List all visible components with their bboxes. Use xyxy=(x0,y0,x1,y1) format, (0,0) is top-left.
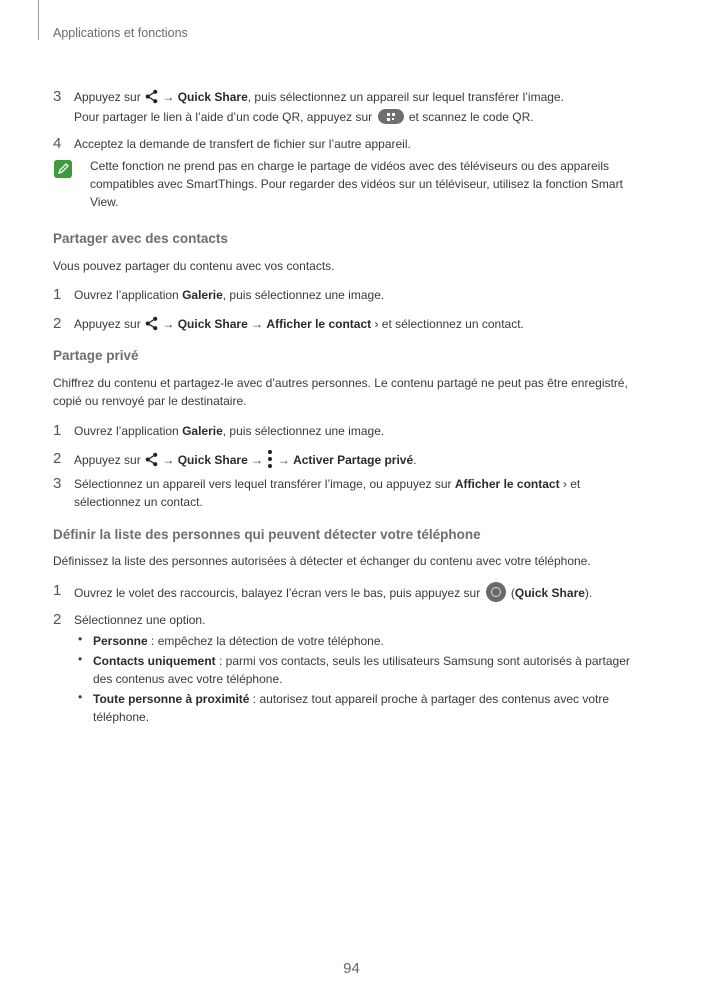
bullet-glyph: • xyxy=(78,690,83,704)
section-intro-line: copié ou renvoyé par le destinataire. xyxy=(53,394,247,408)
arrow-text: → xyxy=(159,90,178,104)
step-text: Sélectionnez une option. xyxy=(74,613,206,627)
step-text-part: Ouvrez l’application xyxy=(74,288,183,302)
step-text-part: , puis sélectionnez une image. xyxy=(222,424,385,438)
page-header-title: Applications et fonctions xyxy=(53,26,188,40)
option-term: Contacts uniquement xyxy=(93,654,216,668)
arrow-text: → xyxy=(159,453,178,467)
step-text-part: , puis sélectionnez une image. xyxy=(222,288,385,302)
step-text-part: ( xyxy=(507,586,515,600)
step-number: 2 xyxy=(53,450,62,467)
step-text-part: › et xyxy=(559,477,581,491)
option-desc: : autorisez tout appareil proche à partager des contenus avec votre xyxy=(249,692,610,706)
section-heading: Partager avec des contacts xyxy=(53,231,228,246)
page-number: 94 xyxy=(343,960,360,977)
step-text xyxy=(74,582,592,602)
step-text-part: , puis sélectionnez un appareil sur lequel transférer l’image. xyxy=(247,90,564,104)
note-text-line: Cette fonction ne prend pas en charge le partage de vidéos avec des téléviseurs ou des appareils xyxy=(90,159,609,173)
step-number: 1 xyxy=(53,422,62,439)
step-text-part: Appuyez sur xyxy=(74,453,145,467)
step-text-part: . xyxy=(413,453,417,467)
share-icon xyxy=(144,89,159,104)
show-contact-label: Afficher le contact xyxy=(454,477,560,491)
section-heading: Définir la liste des personnes qui peuvent détecter votre téléphone xyxy=(53,527,481,542)
step-text xyxy=(74,422,384,440)
share-icon xyxy=(144,316,159,331)
step-text-part: Ouvrez l’application xyxy=(74,424,183,438)
quick-share-icon xyxy=(486,582,506,602)
step-text-part: Pour partager le lien à l’aide d’un code QR, appuyez sur xyxy=(74,110,376,124)
show-contact-label: Afficher le contact xyxy=(266,317,372,331)
step-number: 1 xyxy=(53,582,62,599)
section-intro-line: Chiffrez du contenu et partagez-le avec d’autres personnes. Le contenu partagé ne peut pas être enregistré, xyxy=(53,376,628,390)
option-desc: : empêchez la détection de votre téléphone. xyxy=(147,634,384,648)
share-icon xyxy=(144,452,159,467)
step-text-part: ). xyxy=(584,586,593,600)
option-term: Personne xyxy=(93,634,148,648)
step-number: 2 xyxy=(53,611,62,628)
option-item xyxy=(93,690,609,708)
step-text xyxy=(74,450,417,469)
note-text-line: View. xyxy=(90,195,119,209)
step-text-line2: sélectionnez un contact. xyxy=(74,495,203,509)
step-text-part: › et sélectionnez un contact. xyxy=(371,317,524,331)
section-heading: Partage privé xyxy=(53,348,139,363)
step-number: 3 xyxy=(53,475,62,492)
arrow-text: → xyxy=(159,317,178,331)
step-number: 1 xyxy=(53,286,62,303)
option-desc-line2: des contenus avec votre téléphone. xyxy=(93,672,283,686)
step-text-part: Appuyez sur xyxy=(74,90,145,104)
bullet-glyph: • xyxy=(78,652,83,666)
option-desc: : parmi vos contacts, seuls les utilisateurs Samsung sont autorisés à partager xyxy=(215,654,630,668)
quick-share-label: Quick Share xyxy=(177,453,248,467)
step-text xyxy=(74,88,564,106)
step-number: 4 xyxy=(53,135,62,152)
option-item xyxy=(93,632,384,650)
step-text xyxy=(74,475,580,493)
galerie-label: Galerie xyxy=(182,288,223,302)
step-text-part: Appuyez sur xyxy=(74,317,145,331)
option-desc-line2: téléphone. xyxy=(93,710,150,724)
section-intro: Vous pouvez partager du contenu avec vos contacts. xyxy=(53,259,335,273)
step-text: Acceptez la demande de transfert de fichier sur l’autre appareil. xyxy=(74,137,411,151)
quick-share-label: Quick Share xyxy=(514,586,585,600)
note-pencil-icon xyxy=(54,160,72,178)
option-item xyxy=(93,652,630,670)
step-text xyxy=(74,286,384,304)
more-options-icon xyxy=(266,450,274,468)
note-text-line: compatibles avec SmartThings. Pour regarder des vidéos sur un téléviseur, utilisez la fonction Smart xyxy=(90,177,623,191)
arrow-text: → xyxy=(274,453,294,467)
arrow-text: → xyxy=(247,317,267,331)
step-number: 2 xyxy=(53,315,62,332)
step-text-part: Sélectionnez un appareil vers lequel transférer l’image, ou appuyez sur xyxy=(74,477,455,491)
step-text-line2 xyxy=(74,108,534,126)
bullet-glyph: • xyxy=(78,632,83,646)
quick-share-label: Quick Share xyxy=(177,317,248,331)
step-number: 3 xyxy=(53,88,62,105)
galerie-label: Galerie xyxy=(182,424,223,438)
activate-private-share-label: Activer Partage privé xyxy=(293,453,414,467)
qr-code-icon xyxy=(378,109,404,124)
arrow-text: → xyxy=(247,453,267,467)
step-text-part: Ouvrez le volet des raccourcis, balayez l’écran vers le bas, puis appuyez sur xyxy=(74,586,484,600)
option-term: Toute personne à proximité xyxy=(93,692,250,706)
step-text-part: et scannez le code QR. xyxy=(405,110,534,124)
quick-share-label: Quick Share xyxy=(177,90,248,104)
header-rule xyxy=(38,0,39,40)
section-intro: Définissez la liste des personnes autorisées à détecter et échanger du contenu avec votre téléphone. xyxy=(53,554,591,568)
step-text xyxy=(74,315,524,333)
